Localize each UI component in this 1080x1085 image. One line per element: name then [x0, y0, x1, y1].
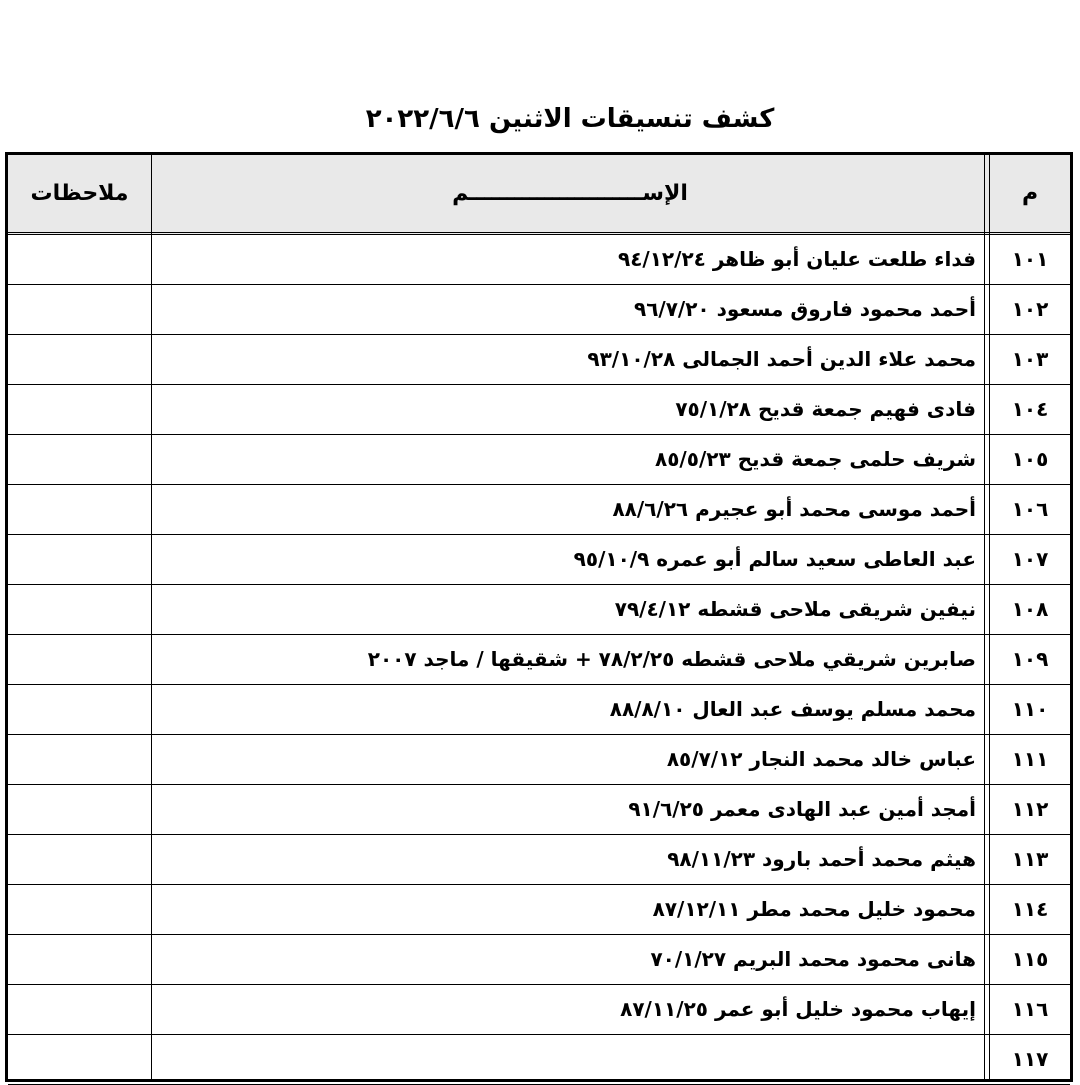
row-number: ١١٠	[1011, 697, 1049, 721]
row-number: ١٠٨	[1011, 597, 1049, 621]
table-row	[8, 1035, 1070, 1085]
row-number: ١٠٦	[1011, 497, 1049, 521]
row-number: ١١٥	[1011, 947, 1049, 971]
names-table	[5, 152, 1073, 1082]
row-notes	[8, 435, 151, 483]
header-notes: ملاحظات	[30, 181, 129, 206]
table-row	[8, 635, 1070, 685]
table-header	[8, 155, 1070, 235]
table-row	[8, 735, 1070, 785]
row-notes	[8, 985, 151, 1033]
row-notes	[8, 735, 151, 783]
row-number: ١٠٤	[1011, 397, 1049, 421]
header-num: م	[1021, 181, 1039, 206]
table-row	[8, 285, 1070, 335]
row-name: صابرين شريقي ملاحى قشطه ٧٨/٢/٢٥ + شقيقها / ماجد ٢٠٠٧	[367, 647, 976, 671]
row-name: فادى فهيم جمعة قديح ٧٥/١/٢٨	[675, 397, 976, 421]
table-row	[8, 485, 1070, 535]
table-row	[8, 335, 1070, 385]
row-number: ١٠١	[1011, 247, 1049, 271]
table-row	[8, 935, 1070, 985]
row-notes	[8, 285, 151, 333]
row-number: ١٠٩	[1011, 647, 1049, 671]
table-row	[8, 435, 1070, 485]
row-number: ١١١	[1011, 747, 1049, 771]
row-notes	[8, 685, 151, 733]
column-divider-num	[984, 155, 990, 1079]
row-name: عباس خالد محمد النجار ٨٥/٧/١٢	[666, 747, 976, 771]
row-name: أحمد محمود فاروق مسعود ٩٦/٧/٢٠	[633, 297, 976, 321]
row-notes	[8, 535, 151, 583]
row-notes	[8, 235, 151, 283]
column-divider-notes	[151, 155, 152, 1079]
row-notes	[8, 635, 151, 683]
row-notes	[8, 585, 151, 633]
row-name: شريف حلمى جمعة قديح ٨٥/٥/٢٣	[655, 447, 976, 471]
row-name: أحمد موسى محمد أبو عجيرم ٨٨/٦/٢٦	[612, 497, 976, 521]
row-number: ١١٦	[1011, 997, 1049, 1021]
row-name: محمد مسلم يوسف عبد العال ٨٨/٨/١٠	[609, 697, 976, 721]
table-row	[8, 985, 1070, 1035]
table-row	[8, 685, 1070, 735]
table-row	[8, 585, 1070, 635]
row-number: ١٠٥	[1011, 447, 1049, 471]
table-row	[8, 785, 1070, 835]
row-notes	[8, 485, 151, 533]
row-number: ١١٤	[1011, 897, 1049, 921]
row-number: ١٠٣	[1011, 347, 1049, 371]
row-name: نيفين شريقى ملاحى قشطه ٧٩/٤/١٢	[614, 597, 976, 621]
row-name: إيهاب محمود خليل أبو عمر ٨٧/١١/٢٥	[620, 997, 976, 1021]
document-title: كشف تنسيقات الاثنين ٢٠٢٢/٦/٦	[365, 104, 775, 134]
row-name: أمجد أمين عبد الهادى معمر ٩١/٦/٢٥	[628, 797, 976, 821]
table-row	[8, 535, 1070, 585]
row-notes	[8, 385, 151, 433]
row-name: فداء طلعت عليان أبو ظاهر ٩٤/١٢/٢٤	[618, 247, 976, 271]
table-row	[8, 835, 1070, 885]
row-notes	[8, 335, 151, 383]
row-name	[156, 1035, 976, 1083]
table-row	[8, 385, 1070, 435]
row-name: محمد علاء الدين أحمد الجمالى ٩٣/١٠/٢٨	[587, 347, 976, 371]
row-notes	[8, 885, 151, 933]
row-notes	[8, 1035, 151, 1083]
row-number: ١١٢	[1011, 797, 1049, 821]
row-name: هانى محمود محمد البريم ٧٠/١/٢٧	[650, 947, 976, 971]
row-name: هيثم محمد أحمد بارود ٩٨/١١/٢٣	[667, 847, 976, 871]
row-name: عبد العاطى سعيد سالم أبو عمره ٩٥/١٠/٩	[573, 547, 976, 571]
row-notes	[8, 835, 151, 883]
table-row	[8, 885, 1070, 935]
row-number: ١٠٢	[1011, 297, 1049, 321]
row-number: ١٠٧	[1011, 547, 1049, 571]
row-number: ١١٧	[1011, 1047, 1049, 1071]
row-notes	[8, 785, 151, 833]
header-name: الإســـــــــــــــــــــــم	[452, 181, 688, 206]
table-row	[8, 235, 1070, 285]
row-notes	[8, 935, 151, 983]
row-name: محمود خليل محمد مطر ٨٧/١٢/١١	[652, 897, 976, 921]
row-number: ١١٣	[1011, 847, 1049, 871]
